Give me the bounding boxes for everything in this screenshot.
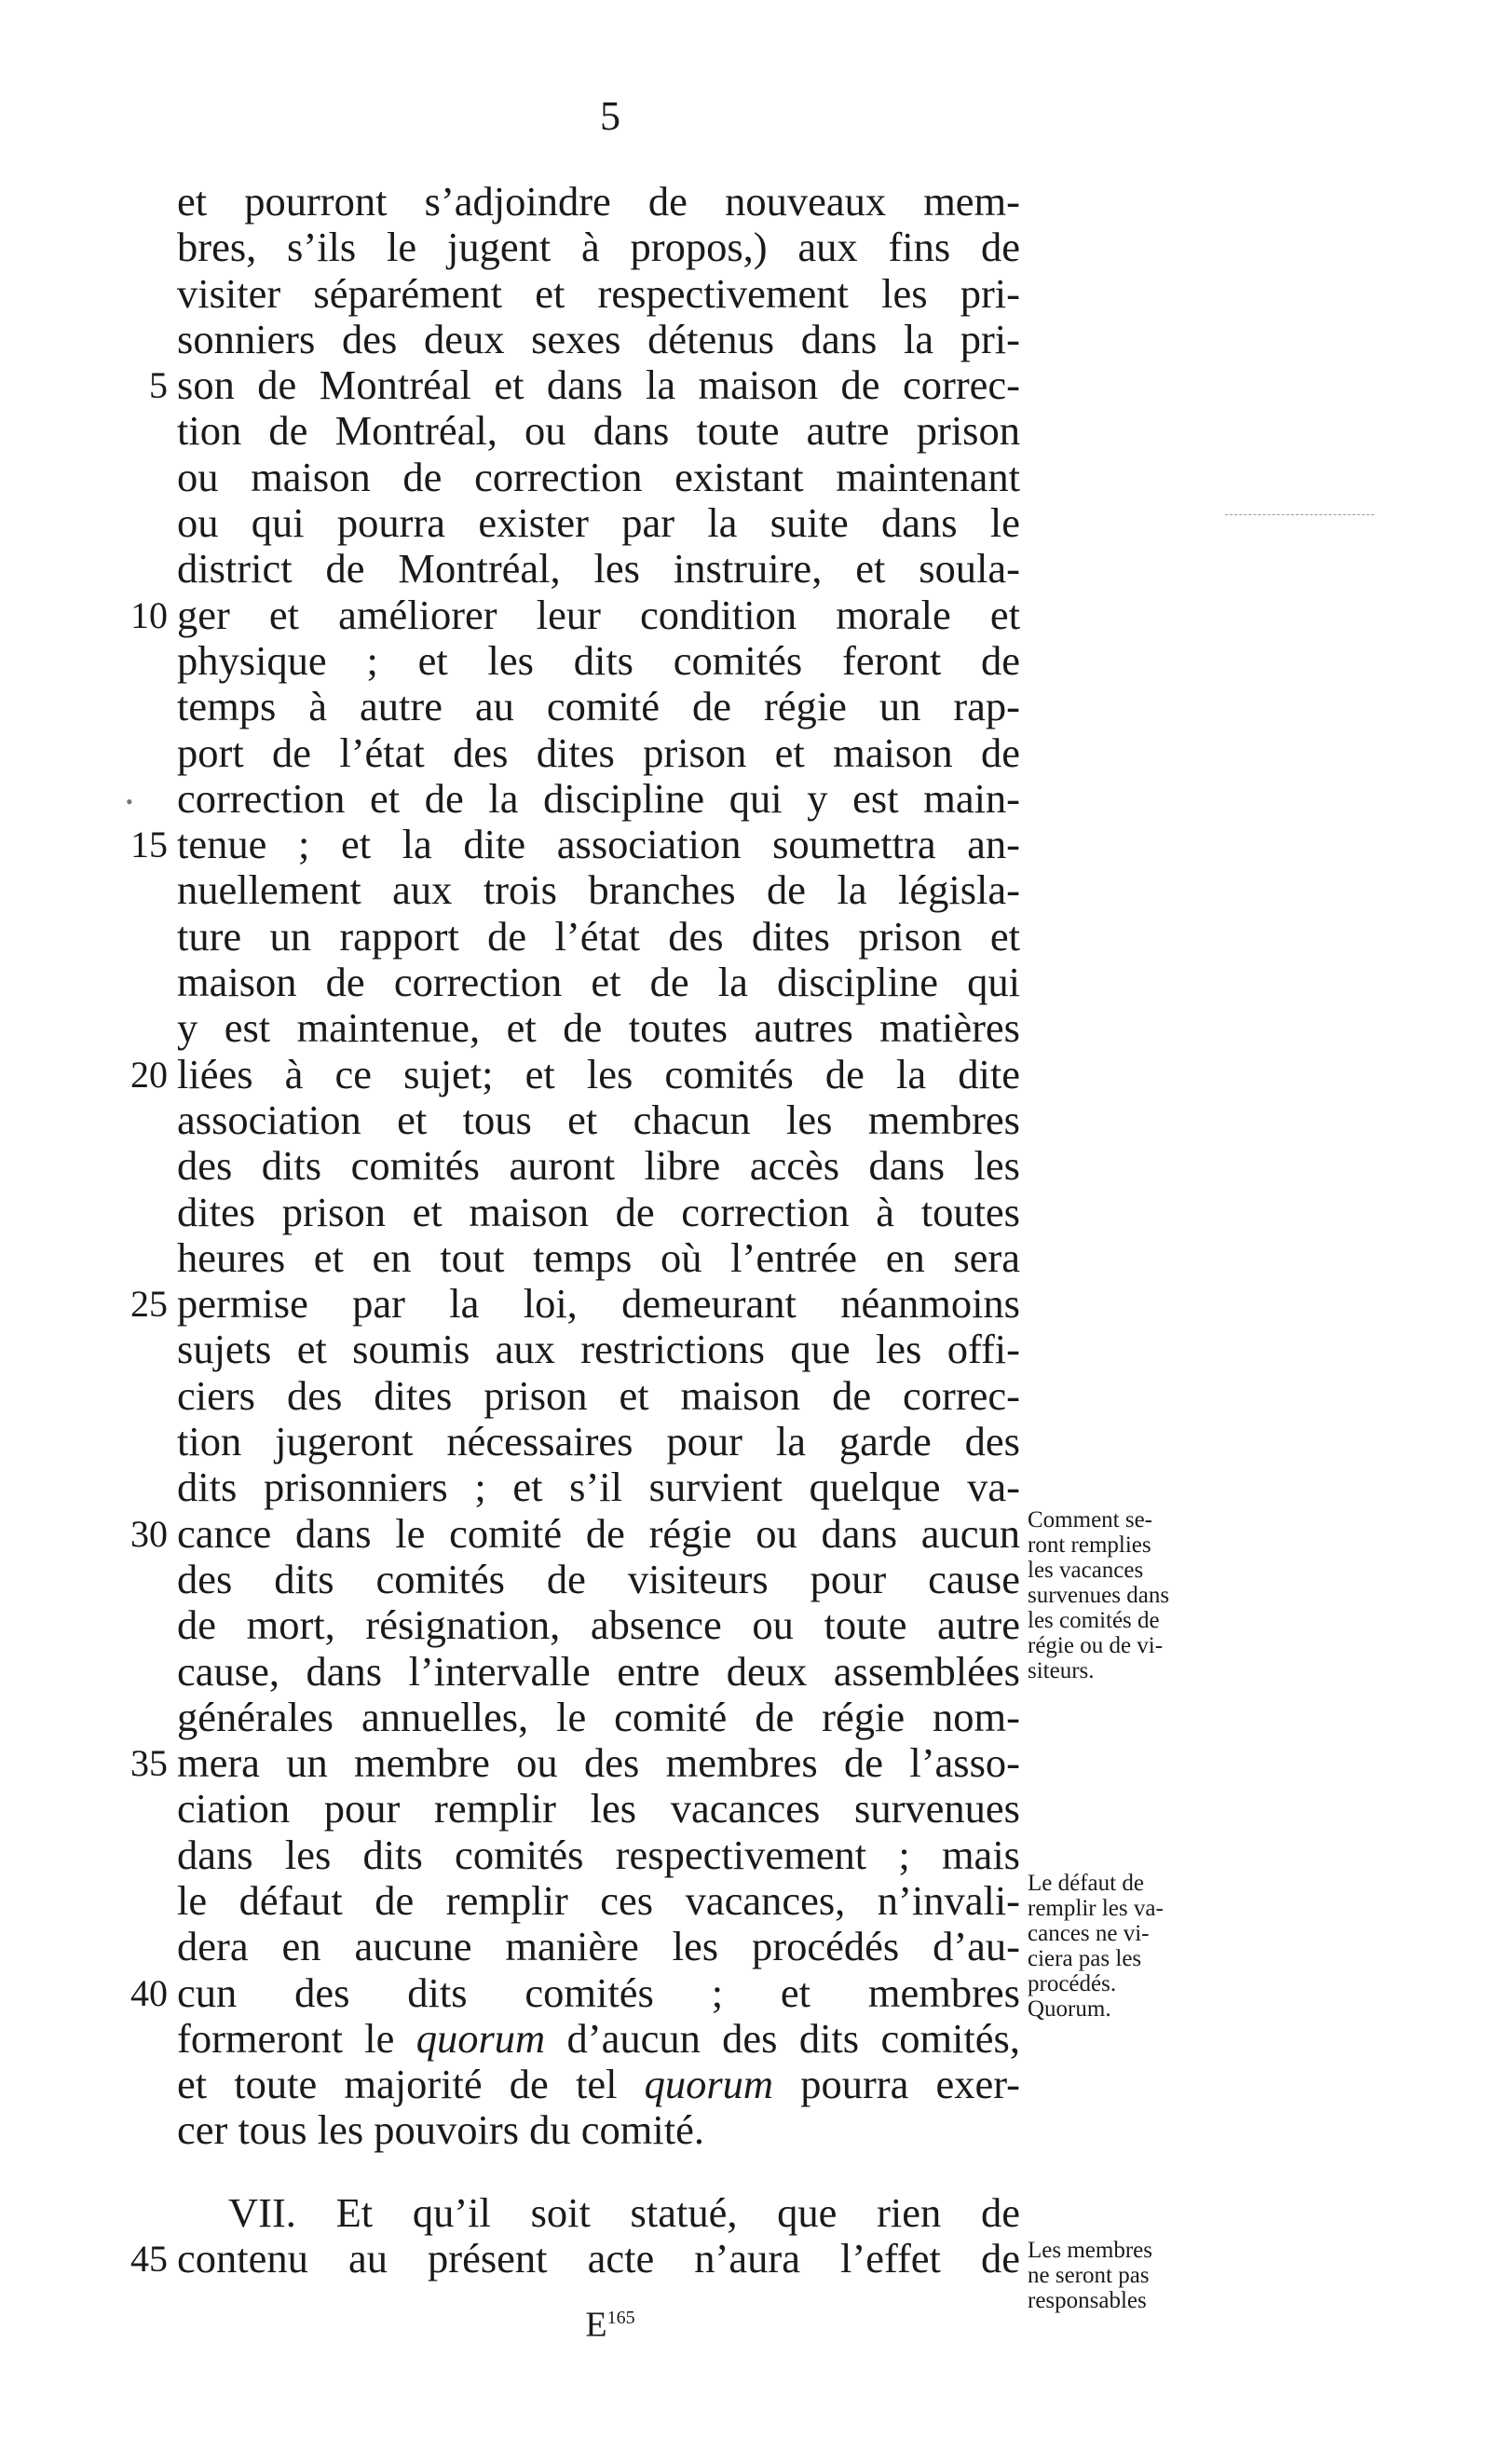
text-line	[177, 2154, 1020, 2190]
margin-note-quorum	[1028, 1996, 1233, 2022]
margin-mark	[1225, 514, 1374, 515]
line-text: formeront le quorum d’aucun des dits comités,	[177, 2014, 1020, 2062]
line-text: sonniers des deux sexes détenus dans la pri-	[177, 315, 1020, 362]
line-number: 5	[149, 364, 168, 407]
line-text: ou maison de correction existant maintenant	[177, 453, 1020, 500]
margin-note-line: ne seront pas	[1028, 2263, 1150, 2288]
text-line	[177, 1695, 1020, 1740]
text-line	[177, 2062, 1020, 2107]
text-line	[177, 1373, 1020, 1419]
line-text: correction et de la discipline qui y est main-	[177, 774, 1020, 822]
text-line	[177, 1419, 1020, 1464]
line-text: dits prisonniers ; et s’il survient quelque va-	[177, 1464, 1020, 1511]
line-text: ciation pour remplir les vacances survenues	[177, 1785, 1020, 1832]
line-text: des dits comités auront libre accès dans les	[177, 1142, 1020, 1190]
text-line	[177, 1786, 1020, 1832]
margin-note-line: Quorum.	[1028, 1996, 1111, 2022]
text-line	[177, 546, 1020, 592]
line-text: tenue ; et la dite association soumettra an-	[177, 821, 1020, 868]
text-line	[177, 1464, 1020, 1510]
text-line	[177, 684, 1020, 729]
line-text: ger et améliorer leur condition morale et	[177, 591, 1020, 638]
line-text: dera en aucune manière les procédés d’au-	[177, 1923, 1020, 1970]
line-text: ciers des dites prison et maison de correc-	[177, 1371, 1020, 1419]
line-text: tion de Montréal, ou dans toute autre prison	[177, 407, 1020, 455]
line-text: VII. Et qu’il soit statué, que rien de	[228, 2188, 1020, 2236]
line-text: y est maintenue, et de toutes autres matières	[177, 1004, 1020, 1052]
text-line	[177, 1832, 1020, 1878]
line-text: cause, dans l’intervalle entre deux assemblées	[177, 1647, 1020, 1695]
line-text: ture un rapport de l’état des dites prison et	[177, 912, 1020, 960]
line-text: et toute majorité de tel quorum pourra exer-	[177, 2061, 1020, 2108]
main-text	[130, 178, 1020, 2282]
line-text: générales annuelles, le comité de régie nom-	[177, 1693, 1020, 1740]
text-line	[177, 1924, 1020, 1969]
text-line	[149, 361, 1020, 409]
text-line	[130, 591, 1020, 638]
text-line	[177, 1005, 1020, 1051]
margin-note-line: siteurs.	[1028, 1658, 1095, 1683]
text-line	[177, 1190, 1020, 1235]
text-line	[130, 1968, 1020, 2016]
text-line	[177, 1649, 1020, 1695]
line-text: tion jugeront nécessaires pour la garde des	[177, 1418, 1020, 1465]
margin-note-line: Le défaut de	[1028, 1871, 1144, 1896]
line-text: district de Montréal, les instruire, et soula-	[177, 545, 1020, 593]
text-line	[177, 500, 1020, 546]
margin-note-line: régie ou de vi-	[1028, 1633, 1164, 1658]
line-text: cer tous les pouvoirs du comité.	[177, 2106, 705, 2154]
line-text: dites prison et maison de correction à toutes	[177, 1188, 1020, 1235]
line-text: le défaut de remplir ces vacances, n’invali-	[177, 1876, 1020, 1924]
text-line	[177, 317, 1020, 362]
line-number: 15	[130, 824, 168, 866]
margin-note-line: les comités de	[1028, 1608, 1160, 1633]
line-text: de mort, résignation, absence ou toute autre	[177, 1601, 1020, 1649]
margin-note-line: Comment se-	[1028, 1507, 1153, 1532]
margin-note-line: procédés.	[1028, 1971, 1117, 1996]
text-line	[177, 730, 1020, 776]
text-line	[177, 914, 1020, 960]
text-line	[177, 1327, 1020, 1372]
signature-number: 165	[606, 2308, 635, 2328]
margin-note-line: ciera pas les	[1028, 1946, 1142, 1971]
text-line	[177, 1235, 1020, 1281]
line-number: 10	[130, 593, 168, 636]
margin-dot: •	[126, 790, 133, 813]
line-text: et pourront s’adjoindre de nouveaux mem-	[177, 178, 1020, 225]
line-text: bres, s’ils le jugent à propos,) aux fins de	[177, 224, 1020, 271]
signature-mark	[0, 2299, 1220, 2344]
line-text: mera un membre ou des membres de l’asso-	[177, 1739, 1020, 1787]
text-line	[130, 1280, 1020, 1328]
text-line	[177, 1143, 1020, 1189]
text-line	[177, 638, 1020, 684]
margin-note-line: les vacances	[1028, 1558, 1144, 1583]
text-line	[130, 1050, 1020, 1097]
line-text: sujets et soumis aux restrictions que les offi-	[177, 1326, 1020, 1373]
line-text: permise par la loi, demeurant néanmoins	[177, 1280, 1020, 1328]
line-text: ou qui pourra exister par la suite dans le	[177, 499, 1020, 547]
line-number: 35	[130, 1742, 168, 1785]
text-line	[130, 2235, 1020, 2282]
line-text: cun des dits comités ; et membres	[177, 1968, 1020, 2016]
text-line	[177, 455, 1020, 500]
text-line	[177, 1557, 1020, 1602]
margin-note-line: ront remplies	[1028, 1532, 1151, 1558]
line-text: cance dans le comité de régie ou dans aucun	[177, 1509, 1020, 1557]
line-text: des dits comités de visiteurs pour cause	[177, 1555, 1020, 1602]
margin-note-defaut	[1028, 1871, 1233, 1996]
signature-letter: E	[585, 2305, 607, 2345]
text-line	[177, 1097, 1020, 1143]
line-text: port de l’état des dites prison et maison de	[177, 729, 1020, 776]
text-line	[177, 2016, 1020, 2062]
text-line	[177, 1602, 1020, 1648]
line-text: temps à autre au comité de régie un rap-	[177, 683, 1020, 730]
text-line	[177, 271, 1020, 317]
margin-note-line: Les membres	[1028, 2238, 1152, 2263]
line-text: physique ; et les dits comités feront de	[177, 636, 1020, 684]
text-line	[177, 960, 1020, 1005]
line-number: 30	[130, 1512, 168, 1555]
line-text: association et tous et chacun les membres	[177, 1096, 1020, 1143]
line-text: liées à ce sujet; et les comités de la dite	[177, 1050, 1020, 1097]
line-text: heures et en tout temps où l’entrée en sera	[177, 1233, 1020, 1281]
text-line	[130, 1509, 1020, 1557]
text-line	[130, 821, 1020, 868]
text-line	[177, 225, 1020, 270]
text-line	[177, 1878, 1020, 1924]
line-number: 40	[130, 1971, 168, 2014]
line-text: visiter séparément et respectivement les pri-	[177, 269, 1020, 317]
margin-note-line: cances ne vi-	[1028, 1921, 1150, 1946]
line-text: nuellement aux trois branches de la législa-	[177, 866, 1020, 914]
margin-note-line: responsables	[1028, 2288, 1147, 2313]
line-number: 25	[130, 1283, 168, 1326]
line-text: contenu au présent acte n’aura l’effet de	[177, 2235, 1020, 2282]
line-text: maison de correction et de la discipline qui	[177, 959, 1020, 1006]
line-text: son de Montréal et dans la maison de correc-	[177, 361, 1020, 409]
text-line	[177, 867, 1020, 913]
page-number: 5	[600, 93, 620, 139]
text-line	[177, 408, 1020, 454]
margin-note-line: remplir les va-	[1028, 1896, 1164, 1921]
line-text: dans les dits comités respectivement ; mais	[177, 1831, 1020, 1878]
margin-note-line: survenues dans	[1028, 1583, 1170, 1608]
line-number: 20	[130, 1053, 168, 1096]
text-line	[177, 776, 1020, 822]
margin-note-vacances	[1028, 1507, 1233, 1683]
text-line	[177, 2107, 1020, 2153]
text-line	[177, 179, 1020, 225]
text-line	[177, 2190, 1020, 2236]
text-line	[130, 1739, 1020, 1787]
line-number: 45	[130, 2238, 168, 2281]
